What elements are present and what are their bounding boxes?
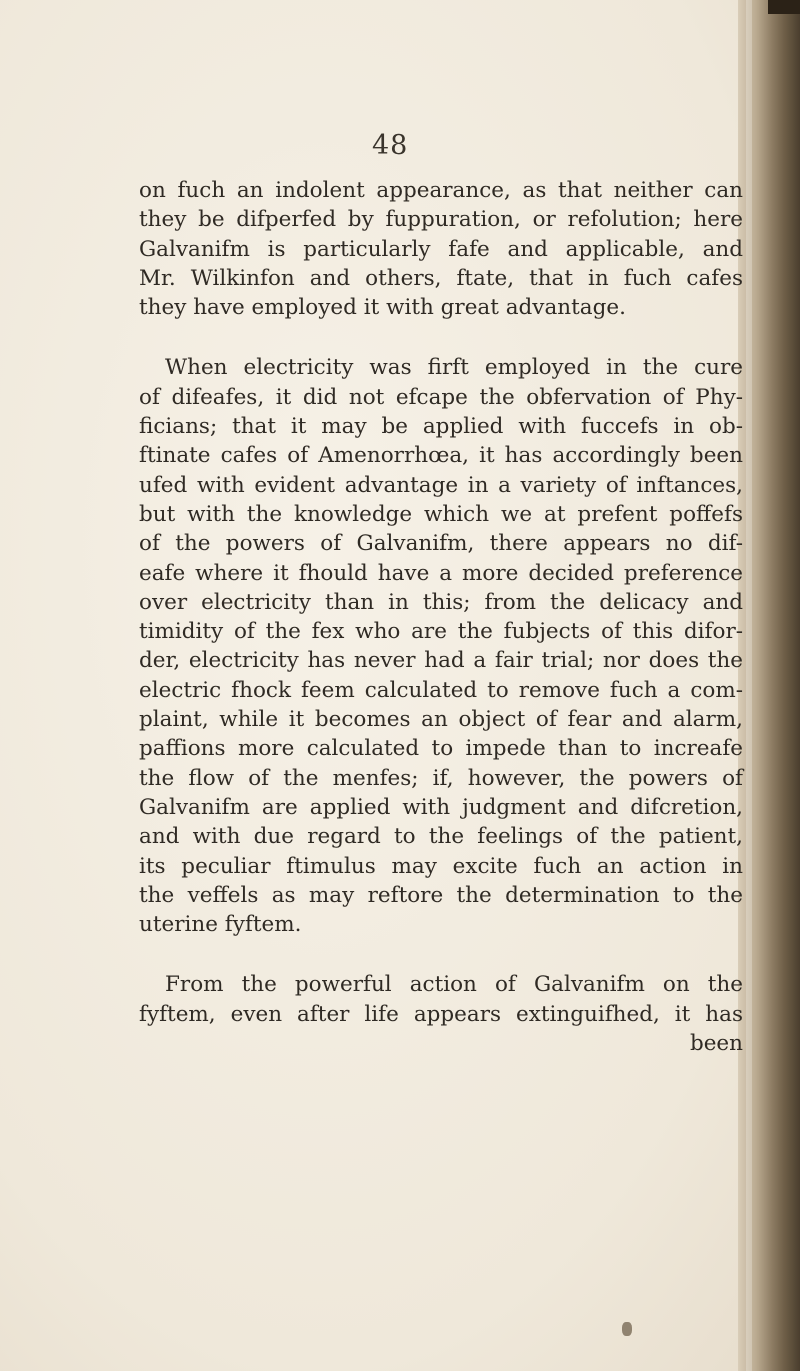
page-binding-edge <box>738 0 800 1371</box>
text-line: its peculiar ftimulus may excite fuch an action in <box>139 853 743 879</box>
text-line: and with due regard to the feelings of the patient, <box>139 824 743 850</box>
text-line: When electricity was firft employed in the cure <box>165 355 743 381</box>
text-line: ufed with evident advantage in a variety of inftances, <box>139 472 743 498</box>
page-corner-shadow <box>768 0 800 14</box>
text-line: paffions more calculated to impede than to increafe <box>139 736 743 762</box>
text-line: the flow of the menfes; if, however, the powers of <box>139 765 743 791</box>
body-text <box>139 176 743 1058</box>
text-line: over electricity than in this; from the delicacy and <box>139 589 743 615</box>
text-line: of the powers of Galvanifm, there appears no dif- <box>139 531 743 557</box>
text-line: ficians; that it may be applied with fuccefs in ob- <box>139 414 743 440</box>
paragraph-2 <box>139 353 743 939</box>
paragraph-3 <box>139 970 743 1058</box>
ink-blot-mark <box>622 1322 632 1336</box>
text-line: but with the knowledge which we at prefent poffefs <box>139 501 743 527</box>
text-line: der, electricity has never had a fair trial; nor does the <box>139 648 743 674</box>
text-line: fyftem, even after life appears extinguifhed, it has <box>139 1001 743 1027</box>
text-line: Galvanifm is particularly fafe and applicable, and <box>139 236 743 262</box>
text-line: eafe where it fhould have a more decided preference <box>139 560 743 586</box>
text-line: From the powerful action of Galvanifm on the <box>165 972 743 998</box>
catchword: been <box>689 1031 743 1057</box>
text-line: ftinate cafes of Amenorrhœa, it has accordingly been <box>139 443 743 469</box>
text-line: Galvanifm are applied with judgment and difcretion, <box>139 794 743 820</box>
text-line: they be difperfed by fuppuration, or refolution; here <box>139 207 743 233</box>
text-line: electric fhock feem calculated to remove fuch a com- <box>139 677 743 703</box>
text-line: Mr. Wilkinfon and others, ftate, that in fuch cafes <box>139 265 743 291</box>
text-line: on fuch an indolent appearance, as that neither can <box>139 178 743 203</box>
paragraph-gap <box>139 322 743 353</box>
text-line: timidity of the fex who are the fubjects of this difor- <box>139 619 743 645</box>
page-number: 48 <box>372 130 409 161</box>
text-line: plaint, while it becomes an object of fear and alarm, <box>139 707 743 733</box>
text-line: uterine fyftem. <box>139 912 302 938</box>
text-line: the veffels as may reftore the determination to the <box>139 882 743 908</box>
text-line: of difeafes, it did not efcape the obfervation of Phy- <box>139 384 743 410</box>
paragraph-gap <box>139 939 743 970</box>
paragraph-1 <box>139 176 743 322</box>
text-line: they have employed it with great advantage. <box>139 295 626 321</box>
